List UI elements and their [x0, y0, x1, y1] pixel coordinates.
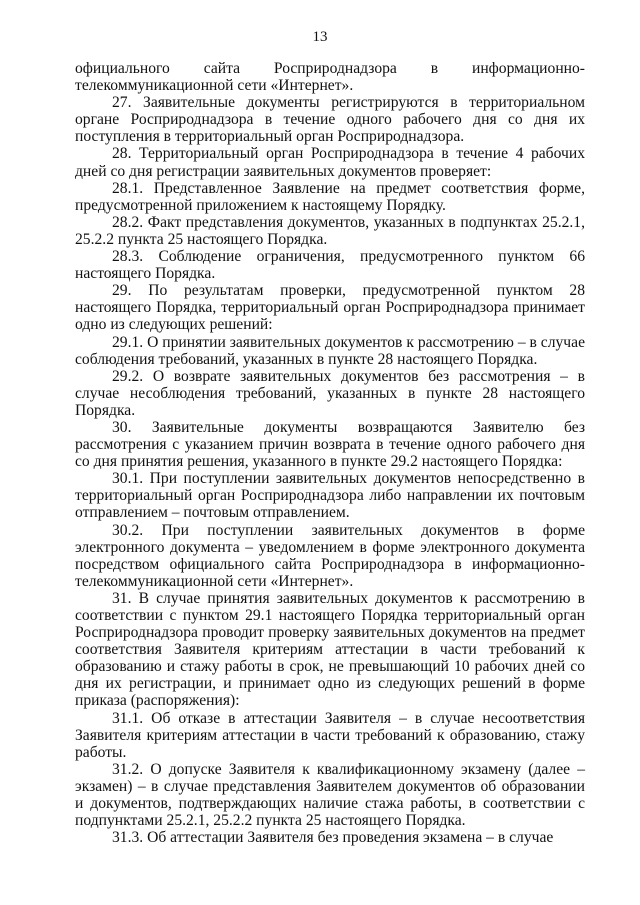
page-number: 13 [312, 29, 328, 45]
paragraph-27: 27. Заявительные документы регистрируются в территориальном органе Росприроднадзора в течение одного рабочего дня со дня их поступления в территориальный орган Росприроднадзора. [75, 94, 585, 146]
paragraph-28-1: 28.1. Представленное Заявление на предмет соответствия форме, предусмотренной приложением к настоящему Порядку. [75, 179, 585, 214]
paragraph-31-2: 31.2. О допуске Заявителя к квалификационному экзамену (далее – экзамен) – в случае представления Заявителем документов об образовании и документов, подтверждающих наличие стажа работы, в соответствии с подпунктами 25.2.1, 25.2.2 пункта 25 настоящего Порядка. [75, 760, 585, 830]
paragraph-31-1: 31.1. Об отказе в аттестации Заявителя – в случае несоответствия Заявителя критериям аттестации в части требований к образованию, стажу работы. [75, 709, 585, 761]
paragraph-28-2: 28.2. Факт представления документов, указанных в подпунктах 25.2.1, 25.2.2 пункта 25 настоящего Порядка. [75, 213, 585, 248]
paragraph-30-1: 30.1. При поступлении заявительных документов непосредственно в территориальный орган Росприроднадзора либо направлении их почтовым отправлением – почтовым отправлением. [75, 470, 585, 522]
paragraph-31-3: 31.3. Об аттестации Заявителя без проведения экзамена – в случае [112, 829, 554, 847]
paragraph-continuation: официального сайта Росприроднадзора в информационно-телекоммуникационной сети «Интернет». [75, 60, 585, 95]
paragraph-29: 29. По результатам проверки, предусмотренной пунктом 28 настоящего Порядка, территориальный орган Росприроднадзора принимает одно из следующих решений: [75, 282, 585, 334]
paragraph-30-2: 30.2. При поступлении заявительных документов в форме электронного документа – уведомлением в форме электронного документа посредством официального сайта Росприроднадзора в информационно-телекоммуникационной сети «Интернет». [75, 521, 585, 590]
paragraph-28-3: 28.3. Соблюдение ограничения, предусмотренного пунктом 66 настоящего Порядка. [75, 248, 585, 283]
paragraph-28: 28. Территориальный орган Росприроднадзора в течение 4 рабочих дней со дня регистрации заявительных документов проверяет: [75, 145, 585, 180]
paragraph-29-2: 29.2. О возврате заявительных документов без рассмотрения – в случае несоблюдения требований, указанных в пункте 28 настоящего Порядка. [75, 367, 585, 419]
paragraph-29-1: 29.1. О принятии заявительных документов к рассмотрению – в случае соблюдения требований, указанных в пункте 28 настоящего Порядка. [75, 333, 585, 368]
paragraph-30: 30. Заявительные документы возвращаются Заявителю без рассмотрения с указанием причин возврата в течение одного рабочего дня со дня принятия решения, указанного в пункте 29.2 настоящего Порядка: [75, 418, 585, 471]
paragraph-31: 31. В случае принятия заявительных документов к рассмотрению в соответствии с пунктом 29.1 настоящего Порядка территориальный орган Росприроднадзора проводит проверку заявительных документов на предмет соответствия Заявителя критериям аттестации в части требований к образованию и стажу работы в срок, не превышающий 10 рабочих дней со дня их регистрации, и принимает одно из следующих решений в форме приказа (распоряжения): [75, 589, 585, 710]
document-body [75, 60, 585, 846]
